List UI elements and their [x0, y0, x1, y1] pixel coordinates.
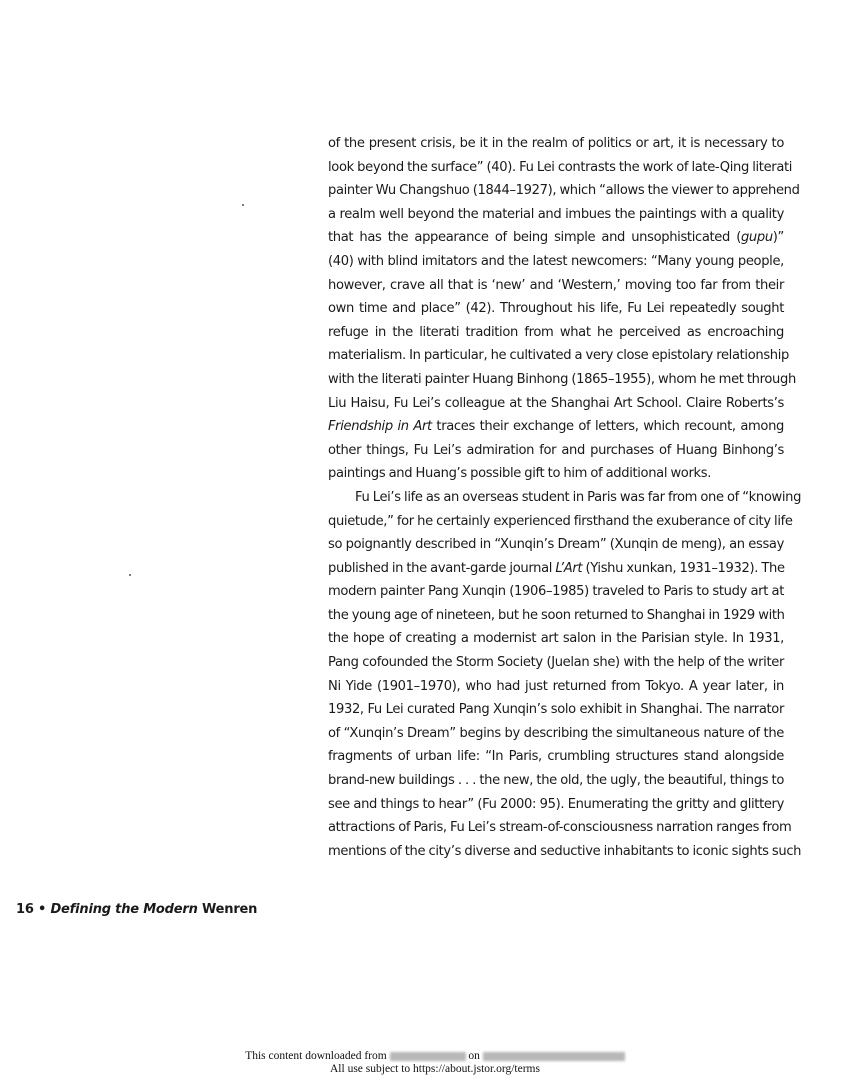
text-line: [328, 321, 784, 345]
text-line: [328, 415, 784, 439]
text-segment: see and things to hear” (Fu 2000: 95). Enumerating the gritty and glittery: [328, 796, 784, 812]
text-line: [328, 368, 796, 392]
text-segment: Fu Lei’s life as an overseas student in Paris was far from one of “knowing: [355, 489, 802, 505]
download-line: [0, 1050, 860, 1063]
text-line: [328, 462, 784, 486]
book-title-italic: Defining the Modern: [50, 902, 198, 917]
text-segment: painter Wu Changshuo (1844–1927), which “allows the viewer to apprehend: [328, 183, 800, 199]
text-segment: (40) with blind imitators and the latest newcomers: “Many young people,: [328, 253, 784, 269]
text-line: [328, 203, 784, 227]
redacted-ip: [390, 1052, 466, 1061]
text-segment: of the present crisis, be it in the realm of politics or art, it is necessary to: [328, 136, 784, 151]
text-segment: Liu Haisu, Fu Lei’s colleague at the Shanghai Art School. Claire Roberts’s: [328, 395, 784, 411]
text-line: [328, 510, 793, 534]
text-segment: published in the avant-garde journal: [328, 560, 556, 576]
text-segment: so poignantly described in “Xunqin’s Dream” (Xunqin de meng), an essay: [328, 537, 784, 553]
text-line: [328, 132, 784, 156]
scan-speck: [242, 204, 244, 206]
text-segment: own time and place” (42). Throughout his life, Fu Lei repeatedly sought: [328, 301, 784, 317]
jstor-download-notice: [0, 1050, 860, 1076]
text-line: [328, 627, 784, 651]
text-segment: the young age of nineteen, but he soon returned to Shanghai in 1929 with: [328, 607, 785, 623]
text-segment: (Yishu xunkan, 1931–1932). The: [582, 560, 785, 576]
text-segment: quietude,” for he certainly experienced firsthand the exuberance of city life: [328, 513, 793, 529]
text-segment: attractions of Paris, Fu Lei’s stream-of-consciousness narration ranges from: [328, 820, 792, 836]
separator-bullet: •: [38, 902, 47, 917]
text-segment: other things, Fu Lei’s admiration for and purchases of Huang Binhong’s: [328, 442, 784, 458]
italic-text: gupu: [740, 230, 773, 246]
italic-text: L’Art: [555, 560, 583, 576]
text-segment: fragments of urban life: “In Paris, crumbling structures stand alongside: [328, 749, 784, 765]
download-on: on: [468, 1050, 480, 1062]
text-segment: brand-new buildings . . . the new, the old, the ugly, the beautiful, things to: [328, 773, 784, 789]
text-line: [328, 557, 784, 581]
scan-speck: [129, 574, 131, 576]
text-line: [328, 793, 784, 817]
paragraph: [328, 132, 800, 486]
text-segment: Pang cofounded the Storm Society (Juelan she) with the help of the writer: [328, 655, 784, 671]
text-line: [328, 580, 784, 604]
text-line: [328, 604, 784, 628]
text-line: [328, 651, 784, 675]
text-line: [328, 486, 802, 510]
text-line: [328, 698, 784, 722]
text-line: [328, 769, 784, 793]
text-line: [328, 533, 784, 557]
text-segment: paintings and Huang’s possible gift to him of additional works.: [328, 466, 712, 482]
italic-text: Friendship in Art: [328, 419, 432, 435]
text-line: [328, 250, 784, 274]
text-segment: with the literati painter Huang Binhong (1865–1955), whom he met through: [328, 371, 796, 387]
text-line: [328, 274, 784, 298]
paragraph: [328, 486, 802, 864]
text-segment: however, crave all that is ‘new’ and ‘Western,’ moving too far from their: [328, 277, 784, 293]
text-segment: refuge in the literati tradition from what he perceived as encroaching: [328, 324, 784, 340]
text-line: [328, 226, 784, 250]
text-segment: of “Xunqin’s Dream” begins by describing the simultaneous nature of the: [328, 725, 784, 741]
text-line: [328, 745, 784, 769]
text-segment: materialism. In particular, he cultivated a very close epistolary relationship: [328, 348, 789, 364]
text-segment: that has the appearance of being simple and unsophisticated (: [328, 230, 741, 246]
text-segment: )”: [772, 230, 784, 246]
text-line: [328, 156, 793, 180]
text-segment: 1932, Fu Lei curated Pang Xunqin’s solo exhibit in Shanghai. The narrator: [328, 702, 784, 718]
body-text: [328, 132, 802, 863]
running-footer: [16, 902, 257, 917]
text-segment: traces their exchange of letters, which recount, among: [431, 419, 784, 435]
text-line: [328, 179, 800, 203]
download-prefix: This content downloaded from: [245, 1050, 387, 1062]
text-line: [328, 722, 784, 746]
text-line: [328, 439, 784, 463]
text-segment: the hope of creating a modernist art salon in the Parisian style. In 1931,: [328, 631, 784, 647]
page-number: 16: [16, 902, 34, 917]
text-line: [328, 816, 792, 840]
text-segment: mentions of the city’s diverse and seductive inhabitants to iconic sights such: [328, 843, 802, 859]
book-title-roman: Wenren: [201, 902, 258, 917]
text-line: [328, 344, 789, 368]
text-line: [328, 840, 802, 864]
redacted-date: [483, 1052, 625, 1061]
text-line: [328, 675, 784, 699]
text-line: [328, 392, 784, 416]
text-segment: modern painter Pang Xunqin (1906–1985) traveled to Paris to study art at: [328, 584, 784, 600]
text-segment: a realm well beyond the material and imbues the paintings with a quality: [328, 206, 784, 222]
text-line: [328, 297, 784, 321]
text-segment: look beyond the surface” (40). Fu Lei contrasts the work of late-Qing literati: [328, 159, 793, 175]
text-segment: Ni Yide (1901–1970), who had just returned from Tokyo. A year later, in: [328, 678, 784, 694]
terms-line: All use subject to https://about.jstor.org/terms: [330, 1063, 540, 1075]
